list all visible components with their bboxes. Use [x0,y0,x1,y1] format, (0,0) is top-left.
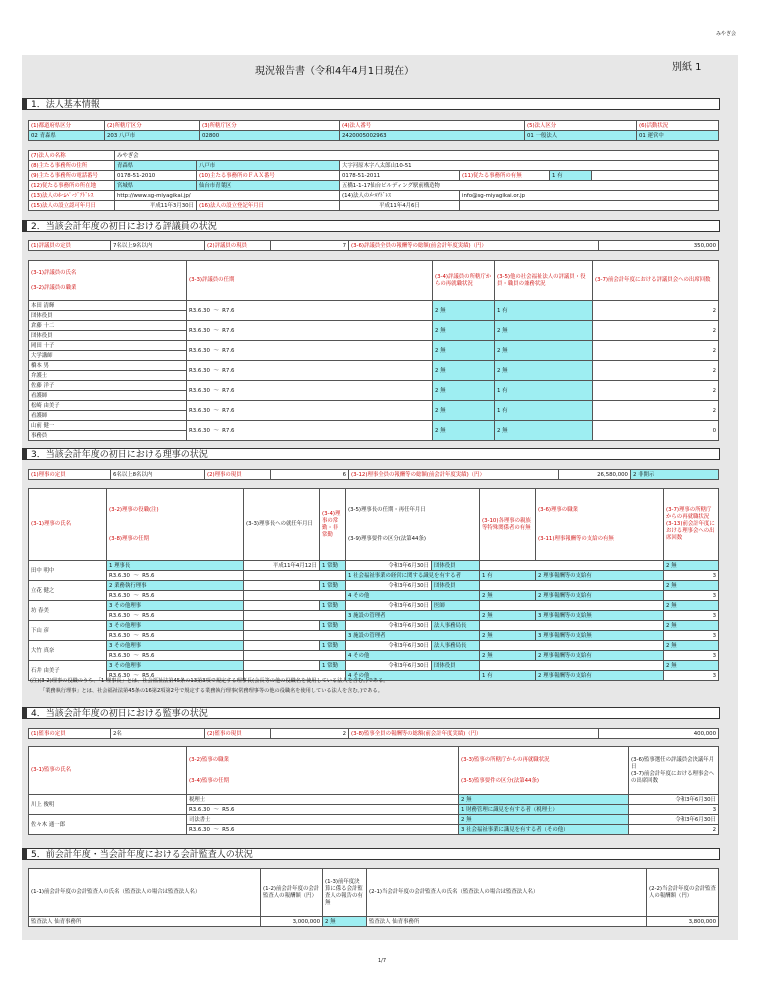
table-cell: 令和3年6月30日 [346,621,432,631]
table-cell [244,581,320,591]
table-cell: 1 常勤 [320,561,346,571]
table-cell: 2 無 [480,651,536,661]
column-header: (3-10)各理事の親族等特殊関係者の有無 [480,489,536,561]
label-cell: (3-8)監事全員の報酬等の総額(前会計年度実績)（円） [349,729,599,739]
label-cell: (2)理事の現員 [205,470,271,480]
label-cell: (7)法人の名称 [29,151,115,161]
label-cell: (16)法人の設立登記年月日 [197,201,340,211]
table-cell: 2 無 [433,361,495,381]
column-header: (3-2)理事の役職(注) (3-8)理事の任期 [107,489,244,561]
table-cell: 看護師 [29,391,187,401]
value-cell: 01 運営中 [637,131,719,141]
table-row [29,421,719,431]
value-cell: 八戸市 [197,161,340,171]
table-cell: 3 [664,571,719,581]
table-cell: 2 業務執行理事 [107,581,244,591]
basic-info-detail [28,150,719,211]
table-cell: 団体役員 [29,331,187,341]
table-cell: 山前 健一 [29,421,187,431]
table-row [29,631,719,641]
table-cell: 2 無 [433,321,495,341]
table-cell [244,651,346,661]
label-cell: (15)法人の設立認可年月日 [29,201,115,211]
org-brand: みやぎ会 [716,31,737,37]
email: info@sg-miyagikai.or.jp [460,191,719,201]
table-row [29,561,719,571]
table-cell: 2 無 [433,421,495,441]
table-cell [244,591,346,601]
councilor-summary [28,240,719,251]
value-cell: 3,800,000 [647,917,719,927]
section-1-header: 1．法人基本情報 [22,98,720,110]
table-cell: 3 その他理事 [107,661,244,671]
value-cell: 2 非開示 [631,470,719,480]
value-cell: 監査法人 仙青事務所 [367,917,647,927]
table-cell: 令和3年6月30日 [346,661,432,671]
table-cell [480,641,664,651]
accounting-auditor-table [28,868,719,927]
table-cell: R3.6.30 ～ R7.6 [187,401,433,421]
table-cell: 2 無 [480,591,536,601]
director-table [28,488,719,681]
table-cell [480,621,664,631]
column-header: (3-6)監事選任の評議員会決議年月日 (3-7)前会計年度における理事会への出席回数 [629,747,719,795]
table-cell: 1 有 [480,571,536,581]
table-cell: 0 [593,421,719,441]
table-cell [244,571,346,581]
column-header: (3-1)理事の氏名 [29,489,107,561]
table-cell: 3 社会福祉事業に識見を有する者（その他） [459,825,629,835]
table-cell: 2 無 [459,795,629,805]
table-row [29,301,719,311]
value-cell: 大字河原木字八太郎山10-51 [340,161,719,171]
page-title: 現況報告書（令和4年4月1日現在） [255,66,415,77]
table-cell [244,661,320,671]
column-header: (1-2)前会計年度の会計監査人の報酬額（円） [261,869,323,917]
column-header: (1-3)前年度決算に係る会計監査人の報告の有無 [323,869,367,917]
table-cell [244,621,320,631]
section-5-header: 5．前会計年度・当会計年度における会計監査人の状況 [22,848,720,860]
table-cell: 団体役員 [432,581,480,591]
label-cell: (14)法人のﾒｰﾙｱﾄﾞﾚｽ [340,191,460,201]
label-cell: (11)従たる事務所の有無 [460,171,550,181]
table-row [29,341,719,351]
table-cell: 団体役員 [29,311,187,321]
table-cell: 1 常勤 [320,581,346,591]
attachment-label: 別紙 1 [672,62,702,73]
value-cell: 6 [271,470,349,480]
table-cell: 令和3年6月30日 [346,641,432,651]
table-cell: 2 無 [495,341,593,361]
label-cell: (3)所轄庁区分 [200,121,340,131]
table-cell [244,631,346,641]
table-cell: 3 [664,591,719,601]
label-cell: (12)従たる事務所の所在地 [29,181,115,191]
table-cell: 1 有 [480,671,536,681]
table-cell: R3.6.30 ～ R7.6 [187,421,433,441]
label-cell: (2)所轄庁区分 [105,121,200,131]
table-cell: 4 その他 [346,671,480,681]
table-cell [480,561,664,571]
table-cell: 3 その他理事 [107,621,244,631]
table-cell: 2 無 [433,341,495,361]
value-cell: 7名以上9名以内 [111,241,205,251]
table-cell: 看護師 [29,411,187,421]
table-cell: 1 有 [495,301,593,321]
value-cell: 2420005002963 [340,131,525,141]
table-row [29,815,719,825]
table-cell: 1 常勤 [320,661,346,671]
table-cell: 2 無 [664,561,719,571]
website: http://www.sg-miyagikai.jp/ [115,191,340,201]
column-header: (3-2)監事の職業 (3-4)監事の任期 [187,747,459,795]
table-row [29,795,719,805]
table-cell: 2 無 [664,601,719,611]
value-cell: 青森県 [115,161,197,171]
table-cell: 2 無 [433,301,495,321]
table-cell: R3.6.30 ～ R7.6 [187,301,433,321]
column-header: (1-1)前会計年度の会計監査人の氏名（監査法人の場合は監査法人名） [29,869,261,917]
column-header: (3-4)評議員の所轄庁からの再就職状況 [433,261,495,301]
table-row [29,591,719,601]
table-cell: 弁護士 [29,371,187,381]
table-cell: 倉藤 十二 [29,321,187,331]
auditor-table [28,746,719,835]
table-cell: 2 無 [433,381,495,401]
table-cell: 1 有 [495,401,593,421]
column-header: (3-1)評議員の氏名 (3-2)評議員の職業 [29,261,187,301]
table-cell: 2 [593,361,719,381]
value-cell: 宮城県 [115,181,197,191]
table-row [29,601,719,611]
label-cell: (2)監事の現員 [205,729,271,739]
table-cell: 坊 春美 [29,601,107,621]
table-cell: 3 [629,805,719,815]
table-row [29,661,719,671]
table-cell [244,601,320,611]
table-cell [480,581,664,591]
table-cell: 3 その他理事 [107,641,244,651]
value-cell: 2名 [111,729,205,739]
footnote: (注)(3-2)理事の役職のうち、「1 理事長」とは、社会福祉法第45条の13第3項で規定する理事長(会長等の他の役職名を使用している法人を含む。)である。 [30,678,389,684]
column-header: (3-5)理事長の任期・再任年月日 (3-9)理事要件の区分(法第44条) [346,489,480,561]
table-cell: 3 [664,671,719,681]
table-row [29,581,719,591]
table-cell: 2 無 [495,361,593,381]
table-cell: 令和3年6月30日 [346,561,432,571]
table-cell: 団体役員 [432,561,480,571]
table-cell: 石井 由美子 [29,661,107,681]
value-cell: 2 [271,729,349,739]
table-cell: 1 理事長 [107,561,244,571]
table-cell: 2 [593,301,719,321]
value-cell: 6名以上8名以内 [111,470,205,480]
table-cell: 佐々木 通一郎 [29,815,187,835]
auditor-summary [28,728,719,739]
label-cell: (1)理事の定員 [29,470,111,480]
table-cell: 2 無 [664,641,719,651]
section-2-header: 2．当該会計年度の初日における評議員の状況 [22,220,720,232]
label-cell: (4)法人番号 [340,121,525,131]
table-cell: 事務員 [29,431,187,441]
column-header: (3-4)理事の常勤・非常勤 [320,489,346,561]
table-cell: 1 常勤 [320,641,346,651]
table-cell: 3 その他理事 [107,601,244,611]
table-cell: 2 無 [459,815,629,825]
table-cell: 税理士 [187,795,459,805]
value-cell: 2 無 [323,917,367,927]
value-cell: 0178-51-2011 [340,171,460,181]
table-row [29,611,719,621]
table-cell [480,661,664,671]
table-row [29,401,719,411]
table-cell: 2 無 [433,401,495,421]
table-cell: 1 常勤 [320,601,346,611]
label-cell: (9)主たる事務所の電話番号 [29,171,115,181]
table-cell: 2 [593,321,719,341]
table-cell: R3.6.30 ～ R5.6 [107,651,244,661]
value-cell: 平成11年3月30日 [115,201,197,211]
label-cell: (3-12)理事全員の報酬等の総額(前会計年度実績)（円） [349,470,559,480]
column-header: (3-6)理事の職業 (3-11)理事報酬等の支給の有無 [536,489,664,561]
table-cell: 医師 [432,601,480,611]
table-cell: 4 その他 [346,591,480,601]
table-row [29,361,719,371]
label-cell: (10)主たる事務所のＦＡＸ番号 [197,171,340,181]
table-cell: R3.6.30 ～ R5.6 [187,805,459,815]
value-cell: 02800 [200,131,340,141]
table-row [29,651,719,661]
table-cell: 3 理事報酬等の支給無 [536,611,664,621]
table-row [29,321,719,331]
table-cell: 3 [664,651,719,661]
column-header: (3-3)理事長への就任年月日 [244,489,320,561]
label-cell: (5)法人区分 [525,121,637,131]
table-cell: 令和3年6月30日 [346,601,432,611]
table-cell: 立花 健之 [29,581,107,601]
table-cell: 岡田 十子 [29,341,187,351]
section-4-header: 4．当該会計年度の初日における監事の状況 [22,707,720,719]
table-cell: 3 [664,631,719,641]
table-cell [244,611,346,621]
table-cell: 2 [593,381,719,401]
table-cell: R3.6.30 ～ R5.6 [107,611,244,621]
table-cell [244,641,320,651]
table-cell: 2 [593,341,719,361]
table-cell: 2 無 [495,421,593,441]
table-cell: 令和3年6月30日 [346,581,432,591]
table-cell: 2 理事報酬等の支給有 [536,591,664,601]
table-row [29,621,719,631]
table-cell: R3.6.30 ～ R7.6 [187,381,433,401]
table-cell: 司法書士 [187,815,459,825]
value-cell: 26,580,000 [559,470,631,480]
value-cell: 02 青森県 [29,131,105,141]
value-cell: 350,000 [599,241,719,251]
footnote: 「業務執行理事」とは、社会福祉法第45条の16第2項第2号で規定する業務執行理事(常務理事等の他の役職名を使用している法人を含む。)である。 [40,688,383,694]
table-cell: 田中 明中 [29,561,107,581]
label-cell: (1)評議員の定員 [29,241,111,251]
director-summary [28,469,719,480]
table-cell: 大学講師 [29,351,187,361]
table-cell: 2 理事報酬等の支給有 [536,571,664,581]
column-header: (3-5)他の社会福祉法人の評議員・役員・職員の兼務状況 [495,261,593,301]
page-number: 1/7 [378,958,387,964]
table-cell: 2 無 [480,611,536,621]
table-cell: R3.6.30 ～ R7.6 [187,341,433,361]
value-cell: 7 [271,241,349,251]
column-header: (3-3)評議員の任期 [187,261,433,301]
label-cell: (1)監事の定員 [29,729,111,739]
value-cell: 400,000 [599,729,719,739]
section-3-header: 3．当該会計年度の初日における理事の状況 [22,448,720,460]
table-cell: 令和3年6月30日 [629,815,719,825]
value-cell: 01 一般法人 [525,131,637,141]
value-cell: 0178-51-2010 [115,171,197,181]
table-cell: 2 無 [495,321,593,341]
table-cell: 2 理事報酬等の支給有 [536,671,664,681]
table-cell: 本田 清輝 [29,301,187,311]
table-cell: 松崎 由美子 [29,401,187,411]
table-cell: 2 無 [664,661,719,671]
column-header: (3-1)監事の氏名 [29,747,187,795]
corp-name: みやぎ会 [115,151,719,161]
column-header: (3-7)理事の所轄庁からの再就職状況 (3-13)前会計年度における理事会への出席回数 [664,489,719,561]
councilor-table [28,260,719,441]
table-cell: 大竹 真奈 [29,641,107,661]
value-cell: 仙台市青葉区 [197,181,340,191]
basic-info-codes [28,120,719,141]
value-cell: 203 八戸市 [105,131,200,141]
table-cell: 1 有 [495,381,593,401]
table-cell: 3 [664,611,719,621]
label-cell: (13)法人のﾎｰﾑﾍﾟｰｼﾞｱﾄﾞﾚｽ [29,191,115,201]
table-cell: 橋本 男 [29,361,187,371]
table-cell: R3.6.30 ～ R7.6 [187,361,433,381]
table-cell: R3.6.30 ～ R5.6 [107,591,244,601]
table-cell: R3.6.30 ～ R7.6 [187,321,433,341]
table-cell: 2 理事報酬等の支給有 [536,651,664,661]
table-cell: 1 社会福祉事業の経営に関する識見を有する者 [346,571,480,581]
value-cell: 3,000,000 [261,917,323,927]
table-cell: R3.6.30 ～ R5.6 [187,825,459,835]
table-cell: 法人事務局長 [432,621,480,631]
table-cell: 4 その他 [346,651,480,661]
table-cell: 2 無 [664,621,719,631]
label-cell: (3-6)評議員全員の報酬等の総額(前会計年度実績)（円） [349,241,599,251]
label-cell: (2)評議員の現員 [205,241,271,251]
table-cell: 佐藤 洋子 [29,381,187,391]
table-cell: 平成11年4月12日 [244,561,320,571]
table-cell: 2 [593,401,719,421]
label-cell: (8)主たる事務所の住所 [29,161,115,171]
table-cell [480,601,664,611]
table-cell: 2 無 [480,631,536,641]
column-header: (3-3)監事の所轄庁からの再就職状況 (3-5)監事要件の区分(法第44条) [459,747,629,795]
label-cell: (1)都道府県区分 [29,121,105,131]
table-cell: R3.6.30 ～ R5.6 [107,631,244,641]
column-header: (3-7)前会計年度における評議員会への出席回数 [593,261,719,301]
label-cell: (6)活動状況 [637,121,719,131]
table-row [29,381,719,391]
table-cell: 2 [629,825,719,835]
table-cell: 3 理事報酬等の支給無 [536,631,664,641]
table-cell: 3 施設の管理者 [346,631,480,641]
table-cell: 2 無 [664,581,719,591]
value-cell: 1 有 [550,171,592,181]
table-row [29,571,719,581]
table-cell: R3.6.30 ～ R5.6 [107,671,244,681]
table-cell: 3 施設の管理者 [346,611,480,621]
table-cell: 法人事務局長 [432,641,480,651]
table-cell: 1 財務管理に識見を有する者（税理士） [459,805,629,815]
value-cell: 監査法人 仙青事務所 [29,917,261,927]
value-cell: 平成11年4月6日 [340,201,460,211]
table-cell: 1 常勤 [320,621,346,631]
column-header: (2-1)当会計年度の会計監査人の氏名（監査法人の場合は監査法人名） [367,869,647,917]
column-header: (2-2)当会計年度の会計監査人の報酬額（円） [647,869,719,917]
table-cell: 川上 俊明 [29,795,187,815]
table-cell: 下山 彦 [29,621,107,641]
value-cell: 五橋1-1-17仙台ビルディング駅前構造物 [340,181,719,191]
table-cell: 令和3年6月30日 [629,795,719,805]
table-cell: R3.6.30 ～ R5.6 [107,571,244,581]
table-row [29,641,719,651]
table-cell: 団体役員 [432,661,480,671]
